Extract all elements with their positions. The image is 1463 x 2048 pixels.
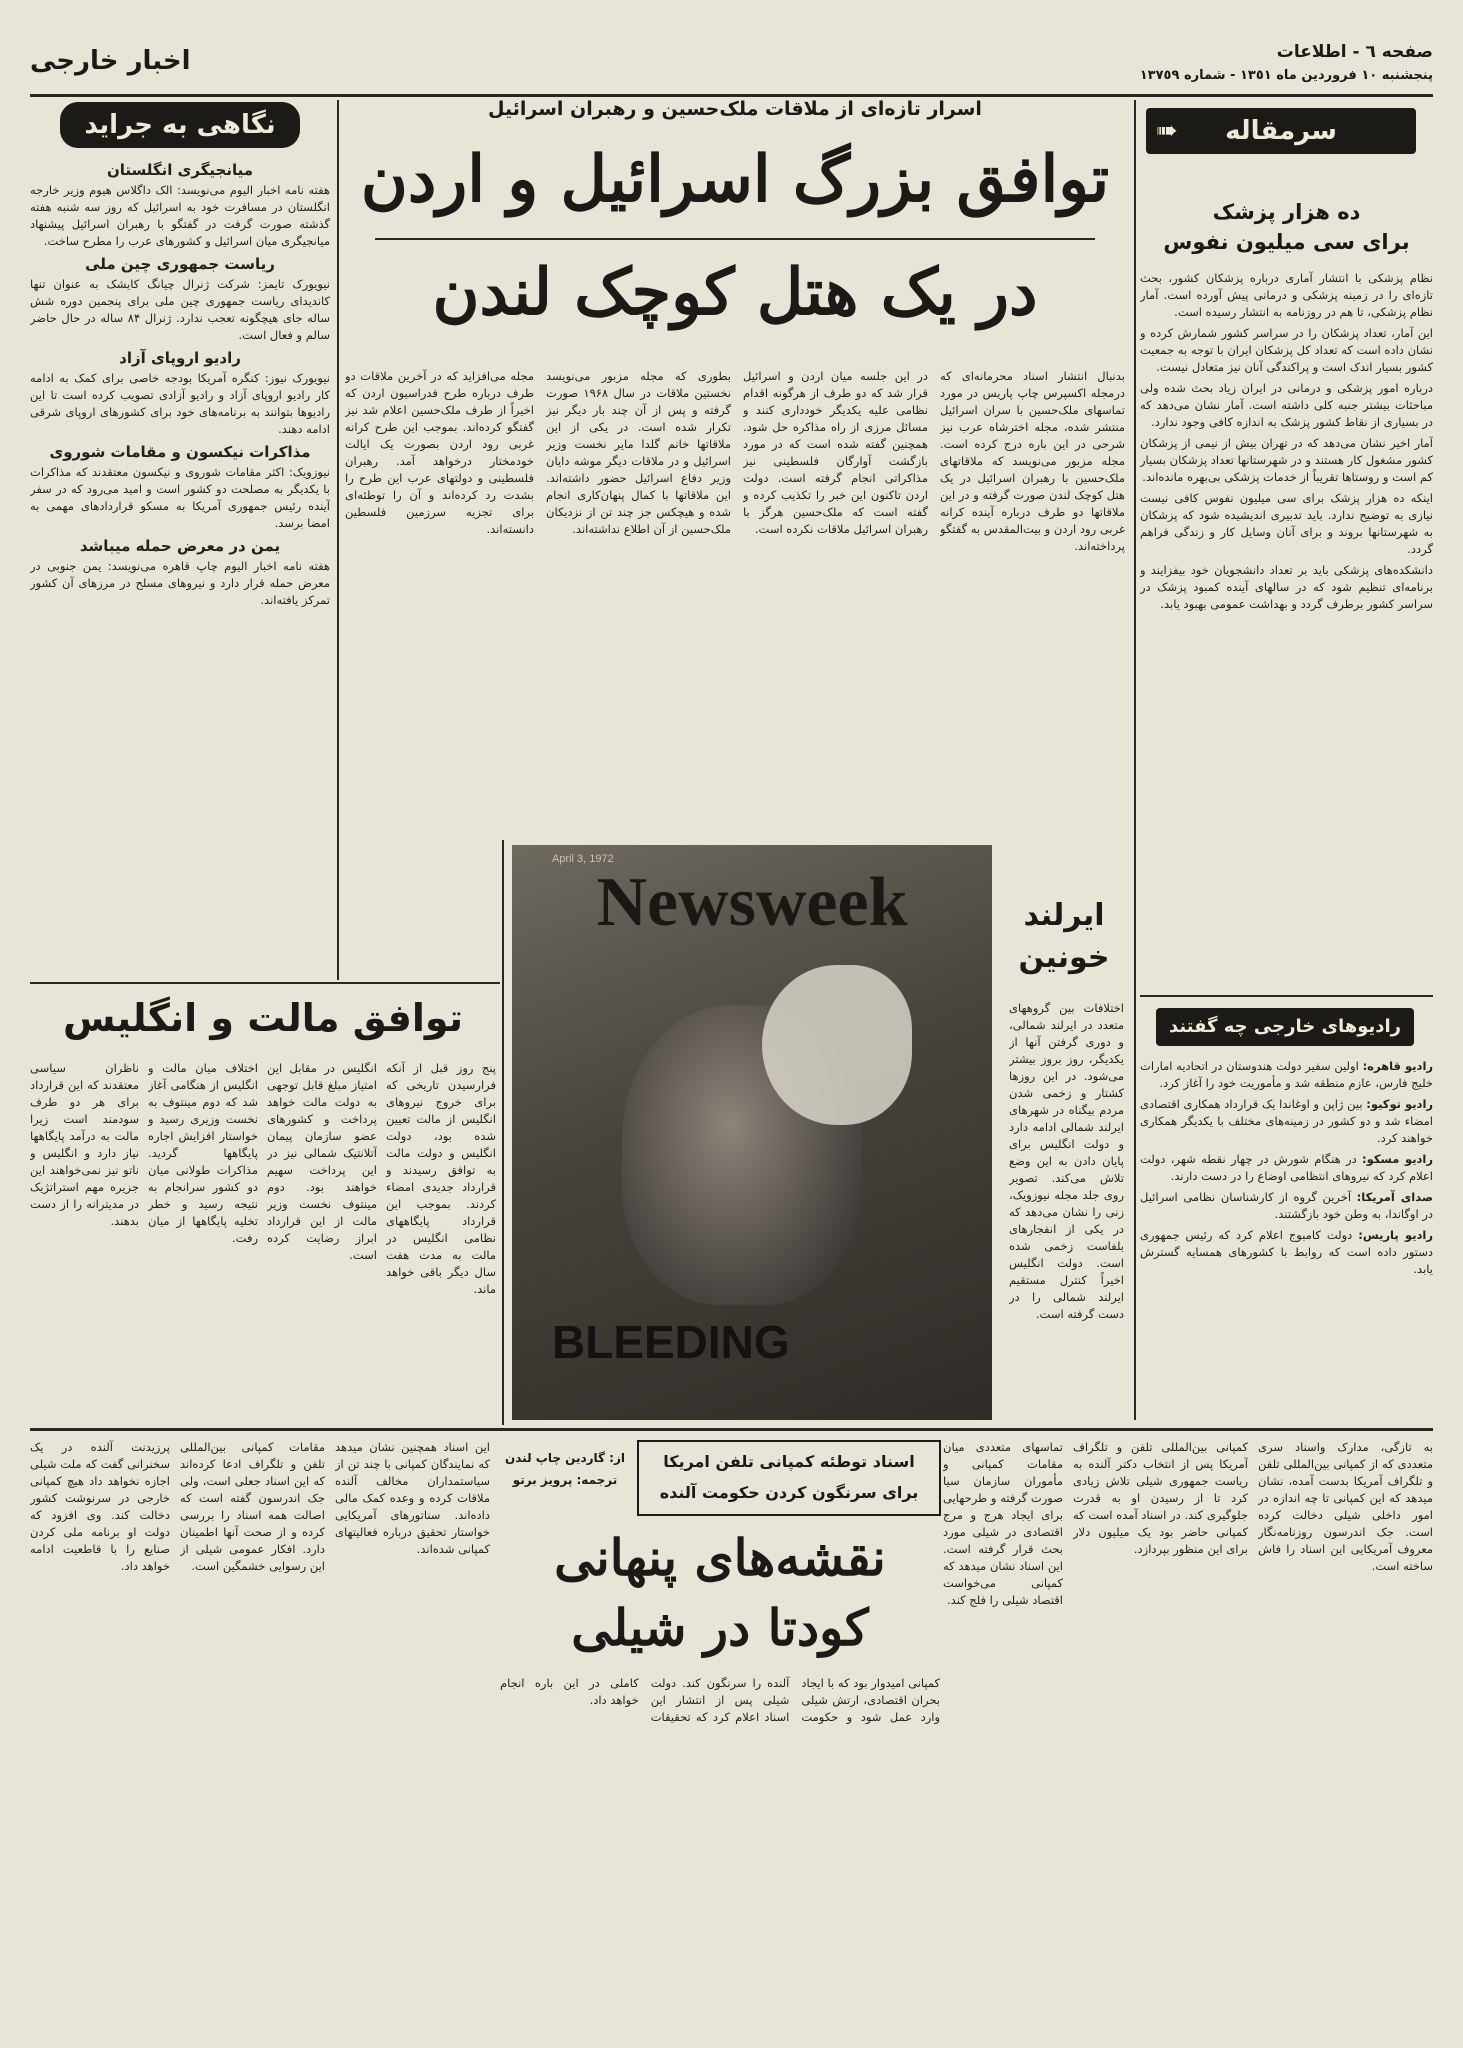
- page-info: صفحه ٦ - اطلاعات: [1276, 42, 1433, 62]
- ireland-body: اختلافات بین گروههای متعدد در ایرلند شمالی، و دوری گرفتن آنها از یکدیگر، روز بروز بیشتر می‌شود. در این روزها کشتار و زخمی شدن مردم بیگناه در شهرهای ایرلند شمالی ادامه دارد و دولت انگلیس برای پایان دادن به این وضع تلاش می‌کند. تصویر روی جلد مجله نیوزویک، زنی را نشان می‌دهد که در یکی از انفجارهای بلفاست زخمی شده است. دولت انگلیس اخیراً کنترل مستقیم ایرلند شمالی را در دست گرفته است.: [1009, 1001, 1124, 1321]
- chile-col-3: تماسهای متعددی میان مقامات کمپانی و مأموران سازمان سیا صورت گرفته و طرحهایی برای ایجاد هرج و مرج اقتصادی در شیلی مورد بحث قرار گرفته است. این اسناد نشان میدهد که کمپانی می‌خواست اقتصاد شیلی را فلج کند.: [943, 1440, 1063, 1607]
- ireland-title: ایرلند خونین: [1018, 898, 1110, 975]
- radio-title: رادیوهای خارجی چه گفتند: [1156, 1008, 1414, 1046]
- chile-headline-2: کودتا در شیلی: [571, 1598, 869, 1657]
- chile-article: [30, 1435, 1433, 2025]
- radio-box: [1140, 1000, 1433, 1420]
- column-rule-left: [337, 100, 339, 980]
- chile-byline: از: گاردین چاپ لندن ترجمه: پرویز برتو: [505, 1451, 625, 1487]
- newsweek-cover-photo: [512, 845, 992, 1420]
- malta-col-4: ناظران سیاسی معتقدند که این قرارداد برای هر دو طرف سودمند است زیرا مالت به درآمد پایگاهها نیاز دارد و انگلیس و ناتو نیز نمی‌خواهند این جزیره مهم استراتژیک در مدیترانه را از دست بدهند.: [30, 1061, 139, 1228]
- main-col-3: بطوری که مجله مزبور می‌نویسد نخستین ملاقات در سال ۱۹۶۸ صورت گرفته و پس از آن چند بار دیگر نیز تکرار شده است. در یکی از این ملاقاتها خانم گلدا مایر نخست وزیر اسرائیل و در ملاقات دیگر موشه دایان وزیر دفاع اسرائیل حضور داشته‌اند. این ملاقاتها با کمال پنهان‌کاری انجام شده و هیچکس جز چند تن از نزدیکان ملک‌حسین از آن اطلاع نداشته‌اند.: [546, 369, 731, 536]
- photo-caption: BLEEDING: [552, 1316, 790, 1368]
- editorial-title: ده هزار پزشک برای سی میلیون نفوس: [1163, 200, 1410, 254]
- masthead-rule: [30, 94, 1433, 97]
- chile-col-2: کمپانی بین‌المللی تلفن و تلگراف آمریکا پس از انتخاب دکتر آلنده به ریاست جمهوری شیلی تلاش زیادی کرد تا از رسیدن او به قدرت جلوگیری کند. در اسناد آمده است که کمپانی حاضر بود یک میلیون دلار برای این منظور بپردازد.: [1073, 1440, 1248, 1556]
- malta-title: توافق مالت و انگلیس: [63, 996, 463, 1040]
- press-title: نگاهی به جراید: [60, 102, 300, 148]
- photo-masthead: Newsweek: [596, 864, 908, 941]
- section-label: اخبار خارجی: [30, 46, 191, 76]
- ireland-article: [512, 845, 1124, 1425]
- chile-col-4: کمپانی امیدوار بود که با ایجاد بحران اقتصادی، ارتش شیلی وارد عمل شود و حکومت آلنده را سرنگون کند. دولت شیلی پس از انتشار این اسناد اعلام کرد که تحقیقات کاملی در این باره انجام خواهد داد.: [500, 1676, 940, 1724]
- photo-date: April 3, 1972: [552, 853, 614, 865]
- malta-right-rule: [502, 840, 504, 1425]
- main-headline-1: توافق بزرگ اسرائیل و اردن: [360, 142, 1110, 217]
- main-col-4: مجله می‌افزاید که در آخرین ملاقات دو طرف درباره طرح فدراسیون اردن که اخیراً از طرف ملک‌حسین اعلام شد نیز گفتگو کرده‌اند. بموجب این طرح کرانه غربی رود اردن بصورت یک ایالت خودمختار درخواهد آمد. رهبران فلسطینی و دولتهای عرب این طرح را بشدت رد کرده‌اند و آن را توطئه‌ای برای تجزیه سرزمین فلسطین دانسته‌اند.: [345, 369, 534, 536]
- editorial-body: نظام پزشکی با انتشار آماری درباره پزشکان کشور، بحث تازه‌ای را در زمینه پزشکی و درمانی پیش آورده است. آمار نظام پزشکی، تا هم در روزنامه به انتشار رسیده است. این آمار، تعداد پزشکان را در سراسر کشور شمارش کرده و نشان داده است که تعداد کل پزشکان ایران با توجه به جمعیت کشور بسیار اندک است و پراکندگی آنان نیز متعادل نیست. درباره امور پزشکی و درمانی در ایران زیاد بحث شده ولی مباحثات بیشتر جنبه کلی داشته است. آمار نشان می‌دهد که در بسیاری از نقاط کشور پزشک به اندازه کافی وجود ندارد. آمار اخیر نشان می‌دهد که در تهران بیش از نیمی از پزشکان کشور مشغول کار هستند و در شهرستانها تعداد پزشکان بسیار کم است و روستاها تقریباً از خدمات پزشکی بی‌بهره مانده‌اند. اینکه ده هزار پزشک برای سی میلیون نفوس کافی نیست نیازی به توضیح ندارد. باید تدبیری اندیشیده شود که پزشکان به شهرستانها بروند و برای آنان وسایل کار و زندگی فراهم گردد. دانشکده‌های پزشکی باید بر تعداد دانشجویان خود بیفزایند و برنامه‌ای تنظیم شود که در سالهای آینده کمبود پزشک در سراسر کشور برطرف گردد و بهداشت عمومی بهبود یابد.: [1140, 271, 1433, 611]
- main-col-1: بدنبال انتشار اسناد محرمانه‌ای که درمجله اکسپرس چاپ پاریس در مورد تماسهای ملک‌حسین با سران اسرائیل منتشر شده، مجله اخترشاه عرب نیز شرحی در این باره درج کرده است. مجله مزبور می‌نویسد که ملاقاتهای ملک‌حسین با رهبران اسرائیل در یک هتل کوچک لندن صورت گرفته و در این ملاقاتها دو طرف درباره آینده کرانه غربی رود اردن و بیت‌المقدس به گفتگو پرداخته‌اند.: [940, 369, 1125, 553]
- main-headline-2: در یک هتل کوچک لندن: [432, 255, 1038, 330]
- radio-rule: [1140, 995, 1433, 997]
- masthead: [30, 28, 1433, 90]
- chile-col-1: به تازگی، مدارک واسناد سری متعددی که از کمپانی بین‌المللی تلفن و تلگراف آمریکا بدست آمده، نشان میدهد که این کمپانی تا چه اندازه در امور داخلی شیلی دخالت کرده است. جک اندرسون روزنامه‌نگار معروف آمریکایی این اسناد را فاش ساخته است.: [1258, 1440, 1433, 1573]
- malta-col-2: انگلیس در مقابل این امتیاز مبلغ قابل توجهی به دولت مالت خواهد پرداخت و کشورهای عضو سازمان پیمان آتلانتیک شمالی نیز در این پرداخت سهیم خواهند بود. دوم مینتوف نخست وزیر مالت از این قرارداد ابراز رضایت کرده است.: [267, 1061, 377, 1262]
- press-body: میانجیگری انگلستان هفته نامه اخبار الیوم می‌نویسد: الک داگلاس هیوم وزیر خارجه انگلستان در مسافرت خود به اسرائیل که روز سه شنبه هفته گذشته صورت گرفت در گفتگو با رهبران اسرائیل پیشنهاد میانجیگری میان اسرائیل و کشورهای عرب را مطرح ساخت. ریاست جمهوری چین ملی نیویورک تایمز: شرکت ژنرال چیانگ کایشک به عنوان تنها کاندیدای ریاست جمهوری چین ملی برای پنجمین دوره شش ساله جای هیچگونه تعجب ندارد. ژنرال ۸۴ ساله در حال حاضر سالم و فعال است. رادیو اروپای آزاد نیویورک نیوز: کنگره آمریکا بودجه خاصی برای کمک به ادامه کار رادیو اروپای آزاد و رادیو آزادی تصویب کرده است تا این رادیوها بتوانند به برنامه‌های خود برای کشورهای اروپای شرقی ادامه دهند. مذاکرات نیکسون و مقامات شوروی نیوزویک: اکثر مقامات شوروی و نیکسون معتقدند که مذاکرات با یکدیگر به مصلحت دو کشور است و امید می‌رود که در سفر آینده رئیس جمهوری آمریکا به مسکو قراردادهای مهمی به امضا برسد. یمن در معرض حمله میباشد هفته نامه اخبار الیوم چاپ قاهره می‌نویسد: یمن جنوبی در معرض حمله قرار دارد و نیروهای مسلح در مرزهای آن کشور تمرکز یافته‌اند.: [30, 161, 330, 607]
- headline-rule: [375, 238, 1095, 240]
- radio-body: رادیو قاهره: اولین سفیر دولت هندوستان در اتحادیه امارات خلیج فارس، عازم منطقه شد و مأموریت خود را آغاز کرد. رادیو توکیو: بین ژاپن و اوغاندا یک قرارداد همکاری اقتصادی امضاء شد و دو کشور در زمینه‌های مختلف با یکدیگر همکاری خواهند کرد. رادیو مسکو: در هنگام شورش در چهار نقطه شهر، دولت اعلام کرد که نیروهای انتظامی اوضاع را در دست دارند. صدای آمریکا: آخرین گروه از کارشناسان نظامی اسرائیل در اوگاندا، به وطن خود بازگشتند. رادیو پاریس: دولت کامبوج اعلام کرد که رئیس جمهوری دستور داده است که روابط با کشورهای همسایه گسترش یابد.: [1140, 1059, 1433, 1276]
- arrow-icon: ➠: [1156, 116, 1178, 146]
- press-review: [30, 98, 330, 978]
- chile-col-5: این اسناد همچنین نشان میدهد که نمایندگان کمپانی با چند تن از سیاستمداران مخالف آلنده ملاقات کرده و وعده کمک مالی داده‌اند. سناتورهای آمریکایی خواستار تحقیق درباره فعالیتهای کمپانی شده‌اند.: [335, 1440, 490, 1556]
- malta-article: [30, 988, 496, 1423]
- malta-col-3: اختلاف میان مالت و انگلیس از هنگامی آغاز شد که دوم مینتوف به نخست وزیری رسید و خواستار افزایش اجاره پایگاهها گردید. مذاکرات طولانی میان دو کشور سرانجام به نتیجه رسید و خطر تخلیه پایگاهها از میان رفت.: [148, 1061, 258, 1245]
- main-col-2: در این جلسه میان اردن و اسرائیل قرار شد که دو طرف از هرگونه اقدام نظامی علیه یکدیگر خودداری کنند و مسائل مرزی از راه مذاکره حل شود. همچنین گفته شده است که در مورد بازگشت آوارگان فلسطینی نیز مذاکراتی انجام گرفته است. دولت اردن تاکنون این خبر را تکذیب کرده و گفته است که ملک‌حسین هرگز با رهبران اسرائیل ملاقات نکرده است.: [743, 369, 928, 536]
- main-kicker: اسرار تازه‌ای از ملاقات ملک‌حسین و رهبران اسرائیل: [488, 98, 982, 120]
- chile-top-rule: [30, 1428, 1433, 1431]
- column-rule: [1134, 100, 1136, 1420]
- malta-col-1: پنج روز قبل از آنکه فرارسیدن تاریخی که برای خروج نیروهای انگلیس از مالت تعیین شده بود، دولت انگلیس و دولت مالت به توافق رسیدند و قرارداد جدیدی امضاء کردند. بموجب این قرارداد پایگاههای نظامی انگلیس در مالت به مدت هفت سال دیگر باقی خواهد ماند.: [386, 1061, 496, 1296]
- issue-line: پنجشنبه ١٠ فروردین ماه ١٣٥١ - شماره ١٣٧٥٩: [1139, 68, 1433, 83]
- editorial-badge: سرمقاله ➠: [1146, 108, 1416, 154]
- editorial-column: [1140, 102, 1433, 992]
- chile-col-6: مقامات کمپانی بین‌المللی تلفن و تلگراف ادعا کرده‌اند که این اسناد جعلی است، ولی جک اندرسون گفته است که اصالت همه اسناد را بررسی کرده و از صحت آنها اطمینان دارد. افکار عمومی شیلی از این رسوایی خشمگین است.: [180, 1440, 325, 1573]
- chile-kicker-box: اسناد توطئه کمپانی تلفن امریکا برای سرنگون کردن حکومت آلنده: [637, 1440, 941, 1516]
- main-story: [345, 98, 1125, 838]
- chile-col-7: پرزیدنت آلنده در یک سخنرانی گفت که ملت شیلی اجازه نخواهد داد هیچ کمپانی خارجی در سرنوشت کشور دخالت کند. وی افزود که دولت او برنامه ملی کردن صنایع را با قاطعیت ادامه خواهد داد.: [30, 1440, 170, 1573]
- bandage-shape: [762, 965, 912, 1125]
- malta-top-rule: [30, 982, 500, 984]
- chile-headline-1: نقشه‌های پنهانی: [554, 1528, 886, 1587]
